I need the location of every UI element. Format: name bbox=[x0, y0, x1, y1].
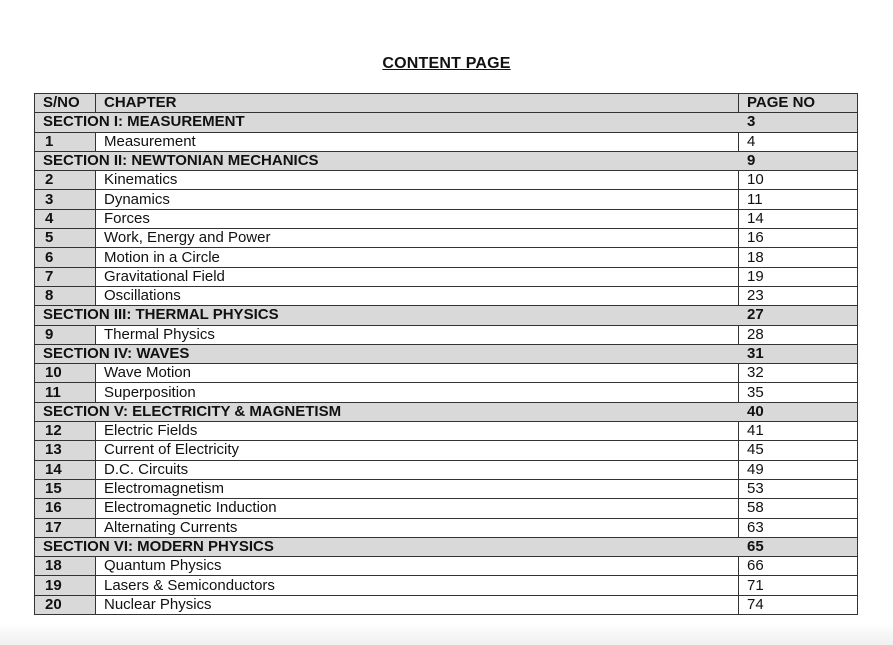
chapter-row bbox=[35, 441, 858, 460]
chapter-page-no: 74 bbox=[739, 595, 858, 614]
page-title bbox=[0, 55, 893, 73]
chapter-page-no: 10 bbox=[739, 171, 858, 190]
chapter-name: Gravitational Field bbox=[96, 267, 739, 286]
chapter-sno: 9 bbox=[35, 325, 96, 344]
chapter-name: Oscillations bbox=[96, 286, 739, 305]
chapter-row bbox=[35, 479, 858, 498]
chapter-sno: 17 bbox=[35, 518, 96, 537]
chapter-row bbox=[35, 325, 858, 344]
chapter-sno: 18 bbox=[35, 557, 96, 576]
chapter-sno: 3 bbox=[35, 190, 96, 209]
chapter-row bbox=[35, 364, 858, 383]
chapter-row bbox=[35, 190, 858, 209]
section-title: SECTION I: MEASUREMENT bbox=[35, 113, 739, 132]
section-page-no: 3 bbox=[739, 113, 858, 132]
chapter-name: Wave Motion bbox=[96, 364, 739, 383]
chapter-sno: 15 bbox=[35, 479, 96, 498]
chapter-page-no: 41 bbox=[739, 422, 858, 441]
chapter-page-no: 49 bbox=[739, 460, 858, 479]
chapter-sno: 12 bbox=[35, 422, 96, 441]
chapter-row bbox=[35, 286, 858, 305]
table-header-row bbox=[35, 94, 858, 113]
chapter-name: Thermal Physics bbox=[96, 325, 739, 344]
section-row bbox=[35, 402, 858, 421]
section-title: SECTION VI: MODERN PHYSICS bbox=[35, 537, 739, 556]
section-row bbox=[35, 113, 858, 132]
section-row bbox=[35, 537, 858, 556]
chapter-page-no: 28 bbox=[739, 325, 858, 344]
chapter-name: Electromagnetism bbox=[96, 479, 739, 498]
chapter-sno: 16 bbox=[35, 499, 96, 518]
section-row bbox=[35, 306, 858, 325]
page-title-text: CONTENT PAGE bbox=[382, 55, 511, 72]
chapter-sno: 4 bbox=[35, 209, 96, 228]
chapter-row bbox=[35, 460, 858, 479]
chapter-row bbox=[35, 499, 858, 518]
chapter-page-no: 19 bbox=[739, 267, 858, 286]
chapter-name: Electric Fields bbox=[96, 422, 739, 441]
chapter-sno: 1 bbox=[35, 132, 96, 151]
chapter-row bbox=[35, 576, 858, 595]
header-page-no: PAGE NO bbox=[739, 94, 858, 113]
chapter-row bbox=[35, 383, 858, 402]
chapter-page-no: 32 bbox=[739, 364, 858, 383]
chapter-name: Work, Energy and Power bbox=[96, 229, 739, 248]
chapter-sno: 19 bbox=[35, 576, 96, 595]
chapter-name: Current of Electricity bbox=[96, 441, 739, 460]
chapter-sno: 7 bbox=[35, 267, 96, 286]
chapter-page-no: 71 bbox=[739, 576, 858, 595]
chapter-row bbox=[35, 248, 858, 267]
chapter-page-no: 53 bbox=[739, 479, 858, 498]
chapter-name: Alternating Currents bbox=[96, 518, 739, 537]
chapter-row bbox=[35, 171, 858, 190]
section-page-no: 31 bbox=[739, 344, 858, 363]
chapter-row bbox=[35, 267, 858, 286]
chapter-row bbox=[35, 518, 858, 537]
contents-table bbox=[34, 93, 858, 615]
section-title: SECTION III: THERMAL PHYSICS bbox=[35, 306, 739, 325]
chapter-sno: 2 bbox=[35, 171, 96, 190]
section-row bbox=[35, 151, 858, 170]
chapter-sno: 20 bbox=[35, 595, 96, 614]
chapter-row bbox=[35, 209, 858, 228]
contents-table-body bbox=[35, 94, 858, 615]
section-title: SECTION II: NEWTONIAN MECHANICS bbox=[35, 151, 739, 170]
chapter-page-no: 23 bbox=[739, 286, 858, 305]
section-page-no: 40 bbox=[739, 402, 858, 421]
chapter-page-no: 4 bbox=[739, 132, 858, 151]
chapter-name: Motion in a Circle bbox=[96, 248, 739, 267]
chapter-sno: 13 bbox=[35, 441, 96, 460]
chapter-row bbox=[35, 229, 858, 248]
section-row bbox=[35, 344, 858, 363]
section-title: SECTION V: ELECTRICITY & MAGNETISM bbox=[35, 402, 739, 421]
chapter-name: Quantum Physics bbox=[96, 557, 739, 576]
chapter-name: Dynamics bbox=[96, 190, 739, 209]
chapter-page-no: 66 bbox=[739, 557, 858, 576]
chapter-name: Electromagnetic Induction bbox=[96, 499, 739, 518]
chapter-page-no: 16 bbox=[739, 229, 858, 248]
header-sno: S/NO bbox=[35, 94, 96, 113]
chapter-sno: 14 bbox=[35, 460, 96, 479]
chapter-sno: 11 bbox=[35, 383, 96, 402]
chapter-name: Kinematics bbox=[96, 171, 739, 190]
chapter-name: Forces bbox=[96, 209, 739, 228]
header-chapter: CHAPTER bbox=[96, 94, 739, 113]
section-page-no: 9 bbox=[739, 151, 858, 170]
section-page-no: 65 bbox=[739, 537, 858, 556]
chapter-page-no: 45 bbox=[739, 441, 858, 460]
chapter-page-no: 35 bbox=[739, 383, 858, 402]
chapter-row bbox=[35, 595, 858, 614]
chapter-page-no: 14 bbox=[739, 209, 858, 228]
chapter-sno: 6 bbox=[35, 248, 96, 267]
chapter-row bbox=[35, 557, 858, 576]
chapter-sno: 5 bbox=[35, 229, 96, 248]
chapter-page-no: 58 bbox=[739, 499, 858, 518]
chapter-page-no: 63 bbox=[739, 518, 858, 537]
chapter-name: Lasers & Semiconductors bbox=[96, 576, 739, 595]
page-bottom-edge bbox=[0, 623, 893, 645]
chapter-page-no: 11 bbox=[739, 190, 858, 209]
chapter-name: Measurement bbox=[96, 132, 739, 151]
section-title: SECTION IV: WAVES bbox=[35, 344, 739, 363]
chapter-page-no: 18 bbox=[739, 248, 858, 267]
chapter-sno: 8 bbox=[35, 286, 96, 305]
chapter-name: Superposition bbox=[96, 383, 739, 402]
chapter-sno: 10 bbox=[35, 364, 96, 383]
section-page-no: 27 bbox=[739, 306, 858, 325]
chapter-row bbox=[35, 422, 858, 441]
chapter-name: Nuclear Physics bbox=[96, 595, 739, 614]
chapter-row bbox=[35, 132, 858, 151]
chapter-name: D.C. Circuits bbox=[96, 460, 739, 479]
